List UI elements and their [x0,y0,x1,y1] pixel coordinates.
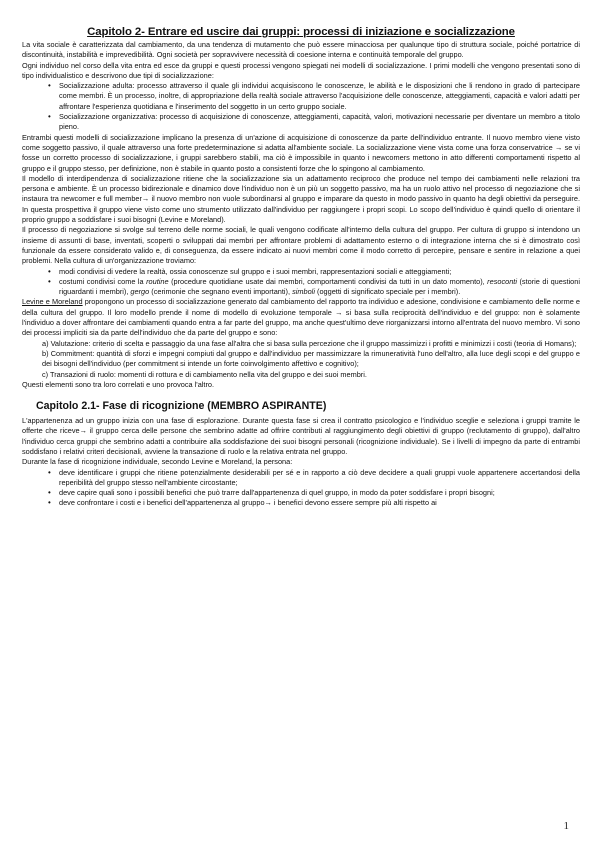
list-item: • modi condivisi di vedere la realtà, ossia conoscenze sul gruppo e i suoi membri, rappresentazioni sociali e atteggiamenti; [59,267,580,277]
text-run: (storie di questioni riguardanti i membri), [59,276,580,297]
text-run: costumi condivisi come la [59,276,147,286]
list-item: c) Transazioni di ruolo: momenti di rottura e di cambiamento nella vita del gruppo e dei suoi membri. [42,369,367,379]
list-item: • deve confrontare i costi e i benefici dell'appartenenza al gruppo→ i benefici devono essere sempre più alti rispetto ai [59,498,580,508]
section-paragraph-2: Durante la fase di ricognizione individuale, secondo Levine e Moreland, la persona: [22,457,293,467]
paragraph-4: Il modello di interdipendenza di socializzazione ritiene che la socializzazione sia un adattamento reciproco che produce nel tempo dei cambiamenti nelle relazioni tra persona e ambiente. È un processo bidirezionale e dinamico dove l'individuo non è un più un soggetto passivo, ma ha un ruolo attivo nel processo di negoziazione che si instaura tra newcomer e full member→ il nuovo membro non vuole subordinarsi al gruppo e imparare da questo in modo passivo in quanto ha degli obiettivi da perseguire. In questa prospettiva il gruppo viene visto come uno strumento utilizzato dall'individuo per raggiungere i propri scopi. Lo scopo dell'individuo è quindi quello di orientare il proprio gruppo a soddisfare i suoi bisogni (Levine e Moreland). [22,173,580,225]
list-item [59,277,580,298]
section-paragraph-1: L'appartenenza ad un gruppo inizia con una fase di esplorazione. Durante questa fase si crea il contratto psicologico e l'individuo sceglie e seleziona i gruppi tramite le offerte che riceve→ il gruppo cerca delle persone che sembrino adatte ad offrire contributi al raggiungimento degli obiettivi di gruppo (reclutamento di gruppo), dall'altro l'individuo cerca gruppi che sembrino adatti a contribuire alla soddisfazione dei suoi bisogni personali (ricognizione individuale). Se i livelli di impegno da parte di entrambi soddisfano i relativi criteri decisionali, avviene la transazione di ruolo e la relativa entrata nel gruppo. [22,416,580,456]
authors-ref: Levine e Moreland [22,297,83,307]
page-number: 1 [563,820,569,832]
culture-elements-list [22,267,580,298]
term-simboli: simboli [292,287,315,297]
list-item: • Socializzazione adulta: processo attraverso il quale gli individui acquisiscono le conoscenze, le abilità e le disposizioni che li rendono in grado di partecipare come membri. È un processo, inoltre, di appropriazione della realtà sociale attraverso l'acquisizione delle conoscenze, atteggiamenti, capacità e valori adatti per affrontare l'esperienza quotidiana e l'inserimento del soggetto in un certo gruppo sociale. [59,81,580,112]
chapter-title: Capitolo 2- Entrare ed uscire dai gruppi: processi di iniziazione e socializzazione [87,26,515,38]
list-item: • deve capire quali sono i possibili benefici che può trarre dall'appartenenza di quel gruppo, in modo da poter soddisfare i propri bisogni; [59,488,580,498]
section-title: Capitolo 2.1- Fase di ricognizione (MEMBRO ASPIRANTE) [36,400,327,413]
text-run: propongono un processo di socializzazione generato dal cambiamento del rapporto tra individuo e adesione, condivisione e cambiamento delle norme e della cultura del gruppo. Il loro modello prende il nome di modello di evoluzione temporale → si basa sulla reciprocità dell'individuo e del gruppo: non è solamente l'individuo a dover affrontare dei cambiamenti quando entra a far parte del gruppo, ma anche quest'ultimo deve riorganizzarsi intorno all'entrata del nuovo membro. Vi sono dei processi impliciti sia da parte dell'individuo che da parte del gruppo e sono: [22,297,581,338]
list-item: • deve identificare i gruppi che ritiene potenzialmente desiderabili per sé e in rapporto a ciò deve decidere a quali gruppi vuole appartenere accertandosi della reperibilità del gruppo stesso nell'ambiente circostante; [59,468,580,489]
term-resoconti: resoconti [487,276,517,286]
paragraph-6 [22,297,580,338]
paragraph-7: Questi elementi sono tra loro correlati e uno provoca l'altro. [22,379,215,389]
processes-list [22,339,580,380]
paragraph-3: Entrambi questi modelli di socializzazione implicano la presenza di un'azione di acquisizione di conoscenze da parte dell'individuo entrante. Il nuovo membro viene visto come soggetto passivo, il quale attraverso una forte predeterminazione si adatta all'ambiente sociale. La socializzazione viene vista come una forza conservatrice → se vi fosse un corretto processo di socializzazione, i gruppi sarebbero stabili, ma ciò è impossibile in quanto i newcomers mettono in atto differenti comportamenti rispetto al gruppo e il gruppo stesso, per definizione, non è stabile in quanto posto a consistenti forze che lo spingono al cambiamento. [22,132,580,173]
term-gergo: gergo [130,287,150,297]
list-item: b) Commitment: quantità di sforzi e impegni compiuti dal gruppo e dall'individuo per massimizzare la rimuneratività l'uno dell'altro, alla luce degli scopi e del gruppo e dei bisogni dell'individuo (per commitment si intende un forte coinvolgimento affettivo e cognitivo); [42,348,580,369]
text-run: (oggetti di significato speciale per i membri). [314,287,461,297]
list-item: a) Valutazione: criterio di scelta e passaggio da una fase all'altra che si basa sulla percezione che il gruppo massimizzi i profitti e minimizzi i costi (teoria di Homans); [42,338,577,348]
text-run: (procedure quotidiane usate dai membri, comportamenti condivisi da tutti in un dato momento), [168,276,488,286]
paragraph-1: La vita sociale è caratterizzata dal cambiamento, da una tendenza di mutamento che può essere minacciosa per qualunque tipo di struttura sociale, poiché portatrice di discontinuità, instabilità e imprevedibilità. Ogni società per sopravvivere necessità di coesione interna e continuità temporale del gruppo. [22,40,580,60]
recognition-steps-list [22,468,580,509]
paragraph-2: Ogni individuo nel corso della vita entra ed esce da gruppi e questi processi vengono spiegati nei modelli di socializzazione. I primi modelli che vengono presentati sono di tipo individualistico e descrivono due tipi di socializzazione: [22,60,580,80]
document-page [22,26,580,509]
list-item: • Socializzazione organizzativa: processo di acquisizione di conoscenze, atteggiamenti, capacità, valori, motivazioni necessarie per diventare un membro a titolo pieno. [59,112,580,133]
text-run: (cerimonie che segnano eventi importanti), [149,287,293,297]
term-routine: routine [146,276,169,286]
socialization-types-list [22,81,580,132]
paragraph-5: Il processo di negoziazione si svolge sul terreno delle norme sociali, le quali vengono codificate all'interno della cultura del gruppo. Per cultura di gruppo si intendono un insieme di assunti di base, inventati, scoperti o sviluppati dai membri per affrontare problemi di adattamento esterno o di integrazione interna che si è dimostrato così funzionale da essere considerato valido e, di conseguenza, da essere indicato ai nuovi membri come il modo corretto di percepire, pensare e sentire in relazione a quei problemi. Nella cultura di un'organizzazione troviamo: [22,225,580,266]
